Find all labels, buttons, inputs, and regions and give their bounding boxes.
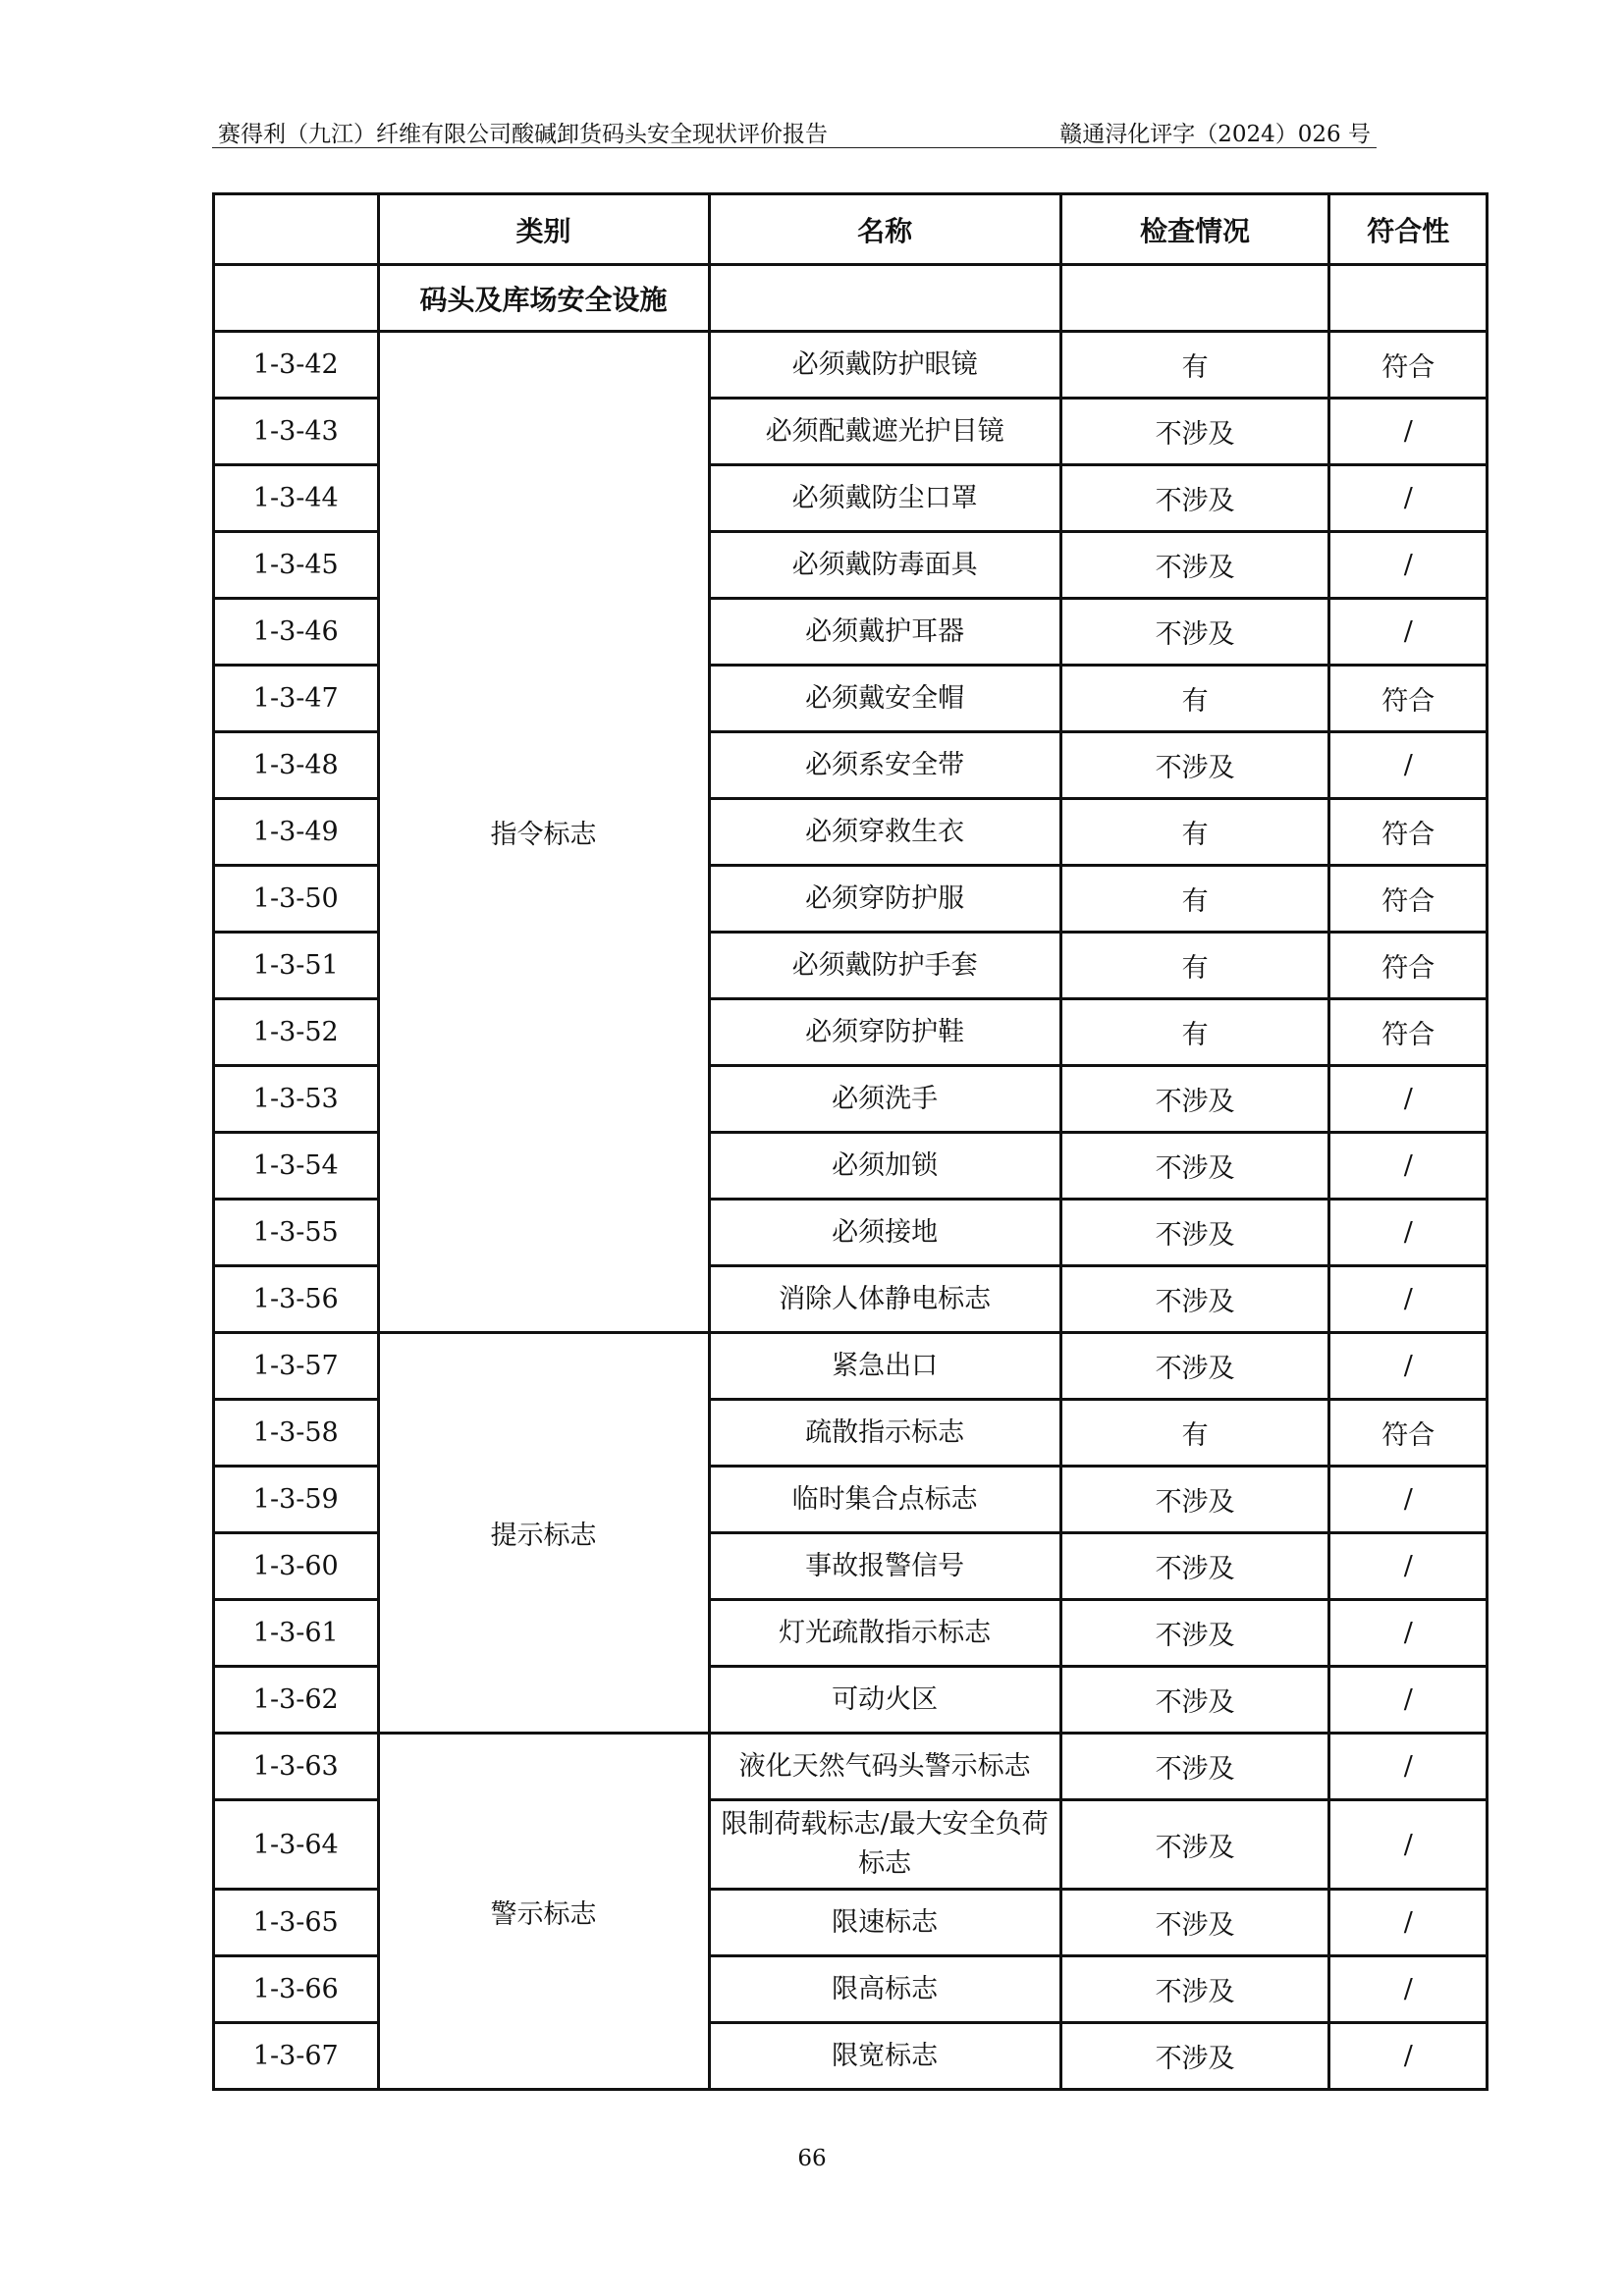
check-status: 不涉及 xyxy=(1060,1890,1329,1956)
table-row xyxy=(214,332,1488,399)
compliance-status: 符合 xyxy=(1329,332,1488,399)
check-status: 不涉及 xyxy=(1060,599,1329,666)
compliance-status: / xyxy=(1329,1533,1488,1600)
check-status: 不涉及 xyxy=(1060,1800,1329,1890)
item-name: 必须穿防护鞋 xyxy=(709,999,1060,1066)
compliance-status: / xyxy=(1329,1266,1488,1333)
check-status: 不涉及 xyxy=(1060,1266,1329,1333)
item-name: 紧急出口 xyxy=(709,1333,1060,1400)
section-row xyxy=(214,265,1488,332)
item-number: 1-3-62 xyxy=(214,1667,379,1734)
page-header xyxy=(212,114,1377,148)
item-name: 必须戴护耳器 xyxy=(709,599,1060,666)
item-number: 1-3-48 xyxy=(214,732,379,799)
check-status: 不涉及 xyxy=(1060,2023,1329,2090)
item-name: 必须戴防尘口罩 xyxy=(709,465,1060,532)
item-number: 1-3-49 xyxy=(214,799,379,866)
report-title: 赛得利（九江）纤维有限公司酸碱卸货码头安全现状评价报告 xyxy=(218,122,828,147)
item-name: 必须加锁 xyxy=(709,1133,1060,1200)
check-status: 不涉及 xyxy=(1060,1200,1329,1266)
table-row xyxy=(214,1333,1488,1400)
item-name: 限高标志 xyxy=(709,1956,1060,2023)
check-status: 不涉及 xyxy=(1060,1533,1329,1600)
category-cell: 警示标志 xyxy=(378,1734,709,2090)
category-cell: 提示标志 xyxy=(378,1333,709,1734)
column-header-check: 检查情况 xyxy=(1060,194,1329,265)
item-number: 1-3-56 xyxy=(214,1266,379,1333)
item-number: 1-3-60 xyxy=(214,1533,379,1600)
check-status: 不涉及 xyxy=(1060,1734,1329,1800)
section-title: 码头及库场安全设施 xyxy=(378,265,709,332)
check-status: 不涉及 xyxy=(1060,1467,1329,1533)
compliance-status: / xyxy=(1329,1066,1488,1133)
item-number: 1-3-50 xyxy=(214,866,379,933)
item-name: 必须戴防护眼镜 xyxy=(709,332,1060,399)
check-status: 不涉及 xyxy=(1060,1333,1329,1400)
item-name: 消除人体静电标志 xyxy=(709,1266,1060,1333)
check-status: 不涉及 xyxy=(1060,532,1329,599)
compliance-status: / xyxy=(1329,1200,1488,1266)
item-name: 可动火区 xyxy=(709,1667,1060,1734)
check-status: 有 xyxy=(1060,332,1329,399)
check-status: 不涉及 xyxy=(1060,1956,1329,2023)
item-number: 1-3-63 xyxy=(214,1734,379,1800)
compliance-status: / xyxy=(1329,1734,1488,1800)
compliance-status: / xyxy=(1329,732,1488,799)
item-number: 1-3-57 xyxy=(214,1333,379,1400)
item-name: 液化天然气码头警示标志 xyxy=(709,1734,1060,1800)
item-name: 事故报警信号 xyxy=(709,1533,1060,1600)
item-number: 1-3-42 xyxy=(214,332,379,399)
page-number: 66 xyxy=(797,2146,827,2171)
check-status: 有 xyxy=(1060,1400,1329,1467)
column-header-name: 名称 xyxy=(709,194,1060,265)
item-name: 必须接地 xyxy=(709,1200,1060,1266)
report-number: 赣通浔化评字（2024）026 号 xyxy=(1059,122,1371,147)
item-number: 1-3-61 xyxy=(214,1600,379,1667)
item-name: 限宽标志 xyxy=(709,2023,1060,2090)
item-number: 1-3-67 xyxy=(214,2023,379,2090)
item-name: 必须配戴遮光护目镜 xyxy=(709,399,1060,465)
compliance-status: / xyxy=(1329,532,1488,599)
compliance-status: / xyxy=(1329,1890,1488,1956)
compliance-status: / xyxy=(1329,1600,1488,1667)
item-number: 1-3-44 xyxy=(214,465,379,532)
table-header-row xyxy=(214,194,1488,265)
check-status: 不涉及 xyxy=(1060,1667,1329,1734)
item-name: 必须戴防护手套 xyxy=(709,933,1060,999)
check-status: 不涉及 xyxy=(1060,399,1329,465)
check-status: 不涉及 xyxy=(1060,1600,1329,1667)
check-status: 有 xyxy=(1060,999,1329,1066)
item-name: 必须洗手 xyxy=(709,1066,1060,1133)
item-number: 1-3-59 xyxy=(214,1467,379,1533)
item-number: 1-3-46 xyxy=(214,599,379,666)
item-name: 必须系安全带 xyxy=(709,732,1060,799)
item-name: 限速标志 xyxy=(709,1890,1060,1956)
item-name: 疏散指示标志 xyxy=(709,1400,1060,1467)
item-name: 必须戴安全帽 xyxy=(709,666,1060,732)
compliance-status: / xyxy=(1329,2023,1488,2090)
check-status: 不涉及 xyxy=(1060,1133,1329,1200)
check-status: 不涉及 xyxy=(1060,732,1329,799)
column-header-number xyxy=(214,194,379,265)
compliance-status: / xyxy=(1329,1800,1488,1890)
compliance-status: 符合 xyxy=(1329,933,1488,999)
column-header-comply: 符合性 xyxy=(1329,194,1488,265)
check-status: 不涉及 xyxy=(1060,465,1329,532)
check-status: 有 xyxy=(1060,666,1329,732)
compliance-status: / xyxy=(1329,1667,1488,1734)
item-number: 1-3-66 xyxy=(214,1956,379,2023)
item-number: 1-3-64 xyxy=(214,1800,379,1890)
item-name: 临时集合点标志 xyxy=(709,1467,1060,1533)
compliance-status: / xyxy=(1329,1956,1488,2023)
compliance-status: 符合 xyxy=(1329,799,1488,866)
item-number: 1-3-55 xyxy=(214,1200,379,1266)
item-name: 必须戴防毒面具 xyxy=(709,532,1060,599)
compliance-status: / xyxy=(1329,399,1488,465)
compliance-status: / xyxy=(1329,1467,1488,1533)
column-header-category: 类别 xyxy=(378,194,709,265)
compliance-status: / xyxy=(1329,1333,1488,1400)
check-status: 有 xyxy=(1060,799,1329,866)
compliance-status: / xyxy=(1329,1133,1488,1200)
category-cell: 指令标志 xyxy=(378,332,709,1333)
item-name: 灯光疏散指示标志 xyxy=(709,1600,1060,1667)
item-number: 1-3-51 xyxy=(214,933,379,999)
compliance-status: / xyxy=(1329,599,1488,666)
item-number: 1-3-43 xyxy=(214,399,379,465)
check-status: 不涉及 xyxy=(1060,1066,1329,1133)
compliance-status: 符合 xyxy=(1329,999,1488,1066)
compliance-status: 符合 xyxy=(1329,866,1488,933)
compliance-status: 符合 xyxy=(1329,1400,1488,1467)
item-number: 1-3-47 xyxy=(214,666,379,732)
item-name: 必须穿救生衣 xyxy=(709,799,1060,866)
item-number: 1-3-45 xyxy=(214,532,379,599)
compliance-status: 符合 xyxy=(1329,666,1488,732)
item-number: 1-3-58 xyxy=(214,1400,379,1467)
table-row xyxy=(214,1734,1488,1800)
item-number: 1-3-65 xyxy=(214,1890,379,1956)
check-status: 有 xyxy=(1060,933,1329,999)
item-number: 1-3-52 xyxy=(214,999,379,1066)
inspection-table xyxy=(212,192,1489,2091)
compliance-status: / xyxy=(1329,465,1488,532)
item-name: 限制荷载标志/最大安全负荷标志 xyxy=(709,1800,1060,1890)
item-number: 1-3-54 xyxy=(214,1133,379,1200)
item-number: 1-3-53 xyxy=(214,1066,379,1133)
item-name: 必须穿防护服 xyxy=(709,866,1060,933)
check-status: 有 xyxy=(1060,866,1329,933)
